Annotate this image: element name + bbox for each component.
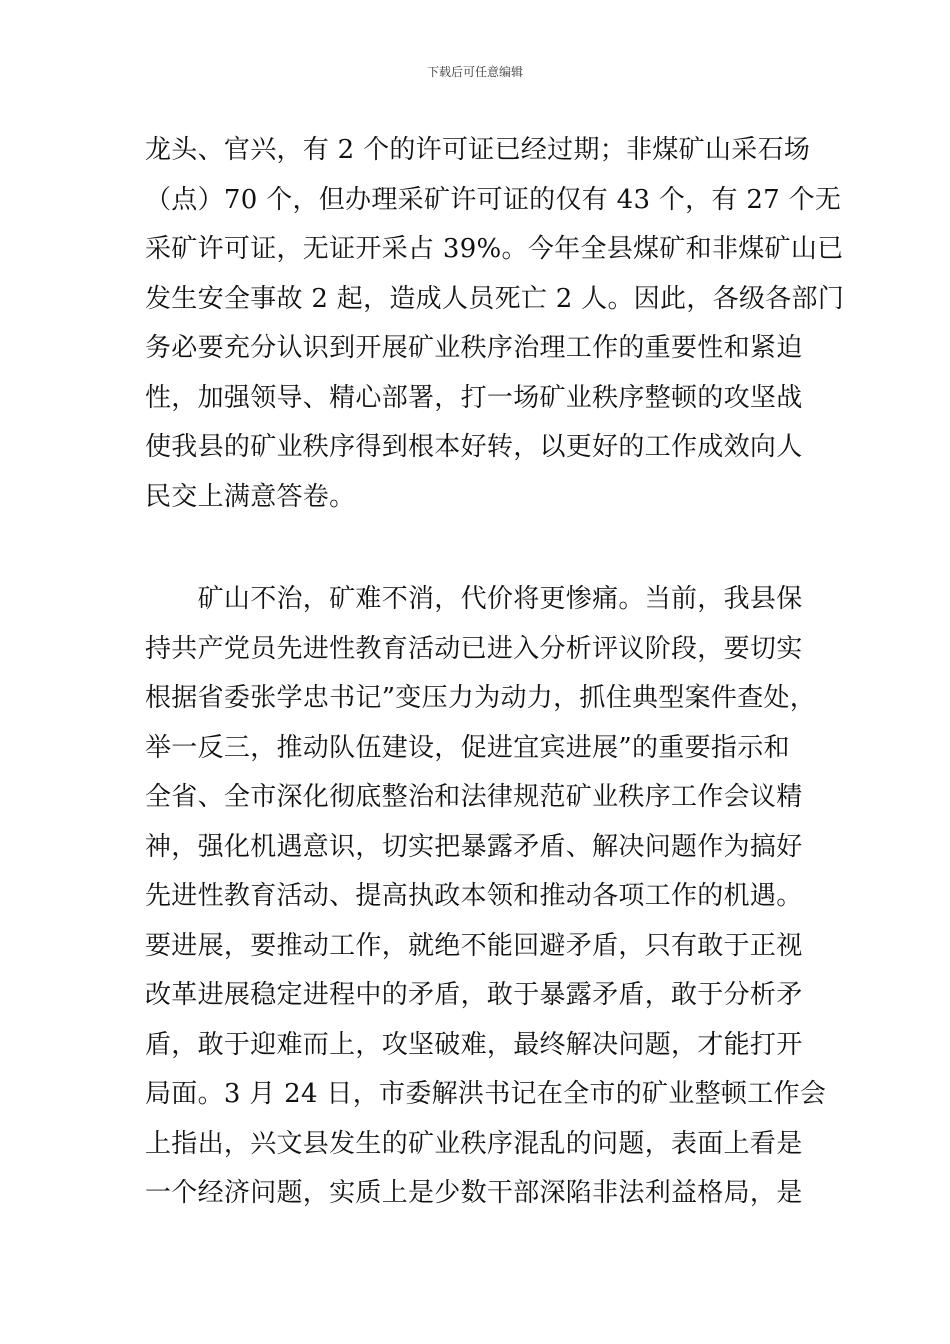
page-header: 下载后可任意编辑 [426, 65, 523, 79]
text-line: 根据省委张学忠书记”变压力为动力，抓住典型案件查处， [145, 683, 817, 713]
text-line: 神，强化机遇意识，切实把暴露矛盾、解决问题作为搞好 [145, 832, 803, 862]
text-line: 持共产党员先进性教育活动已进入分析评议阶段，要切实 [145, 634, 803, 664]
text-line: 龙头、官兴，有 2 个的许可证已经过期；非煤矿山采石场 [145, 135, 811, 165]
text-line: 一个经济问题，实质上是少数干部深陷非法利益格局，是 [145, 1178, 803, 1208]
text-line: 全省、全市深化彻底整治和法律规范矿业秩序工作会议精 [145, 782, 803, 812]
text-line: （点）70 个，但办理采矿许可证的仅有 43 个，有 27 个无 [145, 185, 842, 215]
text-line: 务必要充分认识到开展矿业秩序治理工作的重要性和紧迫 [145, 333, 803, 363]
text-line: 上指出，兴文县发生的矿业秩序混乱的问题，表面上看是 [145, 1129, 803, 1159]
text-line: 矿山不治，矿难不消，代价将更惨痛。当前，我县保 [145, 584, 803, 614]
text-line: 局面。3 月 24 日，市委解洪书记在全市的矿业整顿工作会 [145, 1079, 827, 1109]
text-line: 先进性教育活动、提高执政本领和推动各项工作的机遇。 [145, 881, 803, 911]
text-line: 要进展，要推动工作，就绝不能回避矛盾，只有敢于正视 [145, 931, 803, 961]
text-line: 采矿许可证，无证开采占 39%。今年全县煤矿和非煤矿山已 [145, 234, 844, 264]
text-line: 民交上满意答卷。 [145, 482, 356, 512]
text-line: 性，加强领导、精心部署，打一场矿业秩序整顿的攻坚战 [145, 383, 803, 413]
text-line: 发生安全事故 2 起，造成人员死亡 2 人。因此，各级各部门 [145, 284, 845, 314]
text-line: 使我县的矿业秩序得到根本好转，以更好的工作成效向人 [145, 432, 803, 462]
text-line: 盾，敢于迎难而上，攻坚破难，最终解决问题，才能打开 [145, 1030, 803, 1060]
text-line: 改革进展稳定进程中的矛盾，敢于暴露矛盾，敢于分析矛 [145, 980, 803, 1010]
text-line: 举一反三，推动队伍建设，促进宜宾进展”的重要指示和 [145, 733, 790, 763]
